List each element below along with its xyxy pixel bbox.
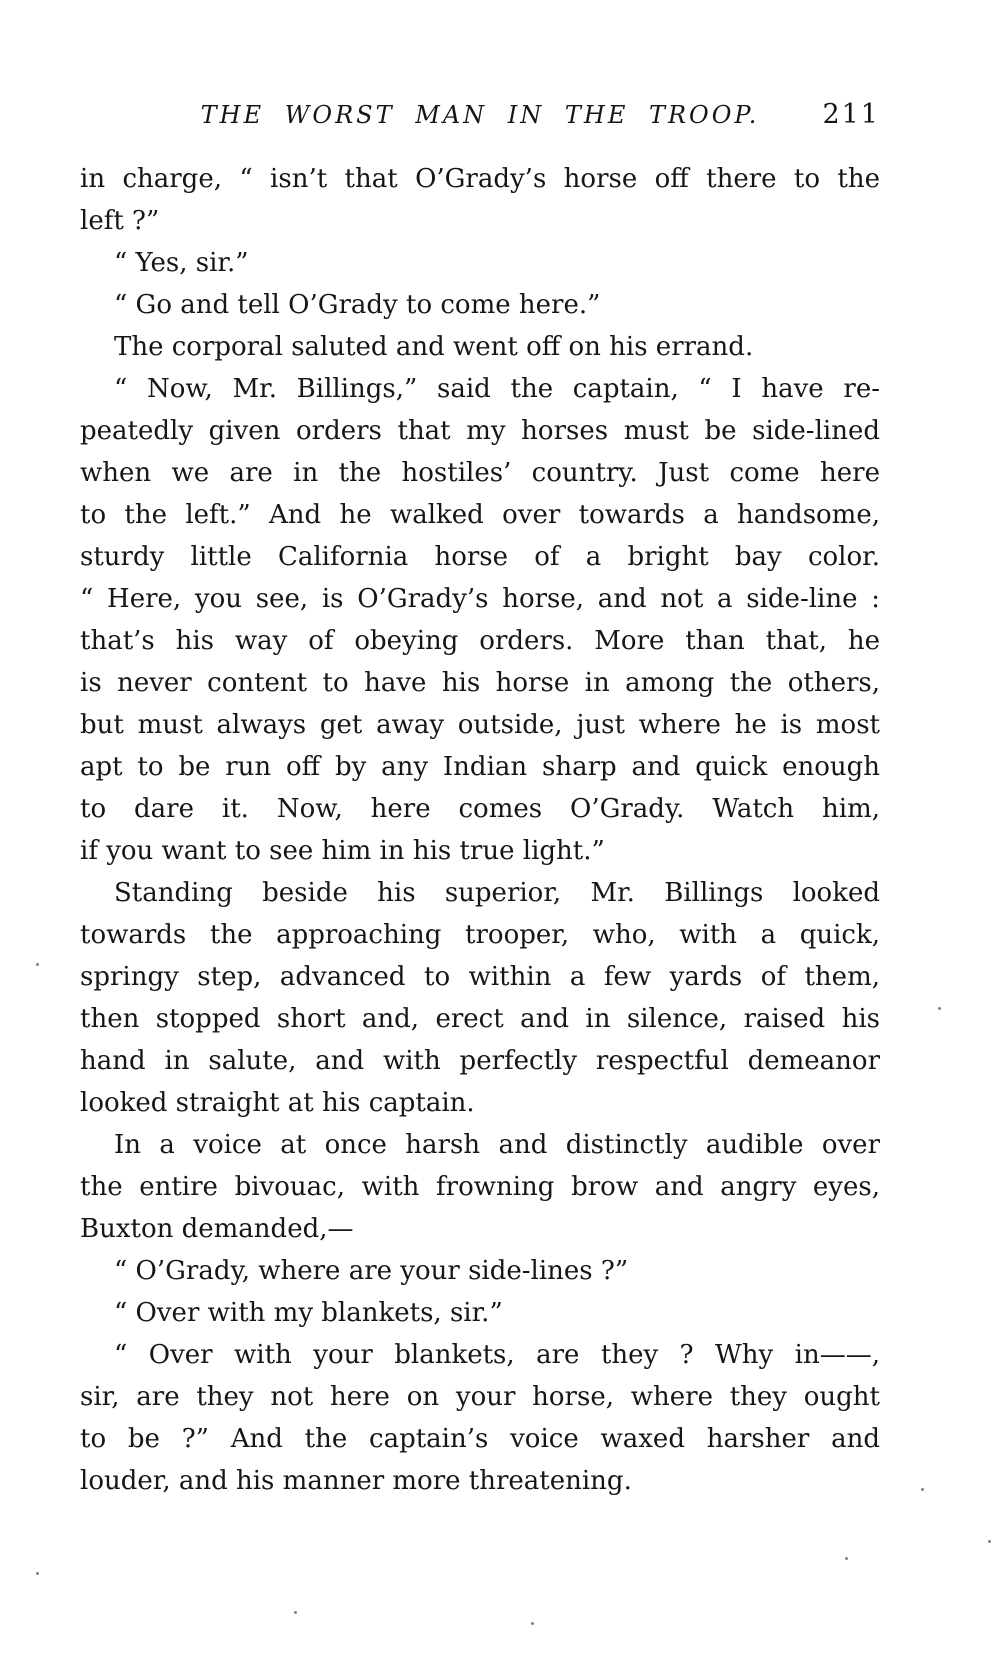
paragraph [80, 158, 880, 242]
scan-speck [294, 1611, 297, 1614]
text-line: “ O’Grady, where are your side-lines ?” [114, 1256, 629, 1286]
paragraph [80, 284, 880, 326]
paragraph [80, 326, 880, 368]
paragraph [80, 368, 880, 872]
text-line: “ Yes, sir.” [114, 248, 249, 278]
text-line: sturdy little California horse of a bright bay color. [80, 542, 880, 572]
page-header [80, 97, 880, 133]
text-line: springy step, advanced to within a few yards of them, [80, 962, 880, 992]
scan-speck [36, 963, 39, 966]
text-line: then stopped short and, erect and in silence, raised his [80, 1004, 880, 1034]
paragraph [80, 1292, 880, 1334]
text-line: is never content to have his horse in among the others, [80, 668, 880, 698]
text-line: the entire bivouac, with frowning brow and angry eyes, [80, 1172, 880, 1202]
text-line: towards the approaching trooper, who, with a quick, [80, 920, 880, 950]
running-head: THE WORST MAN IN THE TROOP. [200, 101, 760, 129]
paragraph [80, 872, 880, 1124]
text-line: hand in salute, and with perfectly respectful demeanor [80, 1046, 880, 1076]
text-line: if you want to see him in his true light.” [80, 836, 605, 866]
paragraph [80, 1124, 880, 1250]
text-line: in charge, “ isn’t that O’Grady’s horse off there to the [80, 164, 880, 194]
text-line: Standing beside his superior, Mr. Billings looked [114, 878, 880, 908]
text-line: “ Over with your blankets, are they ? Why in——, [114, 1340, 880, 1370]
text-line: “ Here, you see, is O’Grady’s horse, and not a side-line : [80, 584, 880, 614]
text-line: “ Now, Mr. Billings,” said the captain, “ I have re- [114, 374, 880, 404]
text-line: sir, are they not here on your horse, where they ought [80, 1382, 880, 1412]
text-line: but must always get away outside, just where he is most [80, 710, 880, 740]
text-line: louder, and his manner more threatening. [80, 1466, 632, 1496]
text-line: apt to be run off by any Indian sharp and quick enough [80, 752, 880, 782]
text-line: The corporal saluted and went off on his errand. [114, 332, 754, 362]
text-line: that’s his way of obeying orders. More than that, he [80, 626, 880, 656]
text-line: left ?” [80, 206, 160, 236]
text-line: “ Over with my blankets, sir.” [114, 1298, 503, 1328]
scan-speck [938, 1007, 941, 1010]
paragraph [80, 242, 880, 284]
text-line: Buxton demanded,— [80, 1214, 354, 1244]
scan-speck [988, 1540, 991, 1543]
page-number: 211 [822, 99, 880, 130]
text-line: to be ?” And the captain’s voice waxed harsher and [80, 1424, 880, 1454]
scan-speck [845, 1557, 848, 1560]
text-line: looked straight at his captain. [80, 1088, 475, 1118]
text-line: peatedly given orders that my horses must be side-lined [80, 416, 880, 446]
text-line: to the left.” And he walked over towards a handsome, [80, 500, 880, 530]
page-text [80, 158, 880, 1502]
paragraph [80, 1334, 880, 1502]
scan-speck [531, 1622, 534, 1625]
text-line: to dare it. Now, here comes O’Grady. Watch him, [80, 794, 880, 824]
paragraph [80, 1250, 880, 1292]
text-line: “ Go and tell O’Grady to come here.” [114, 290, 601, 320]
text-line: when we are in the hostiles’ country. Just come here [80, 458, 880, 488]
scan-speck [921, 1488, 924, 1491]
scan-speck [36, 1572, 39, 1575]
text-line: In a voice at once harsh and distinctly audible over [114, 1130, 880, 1160]
